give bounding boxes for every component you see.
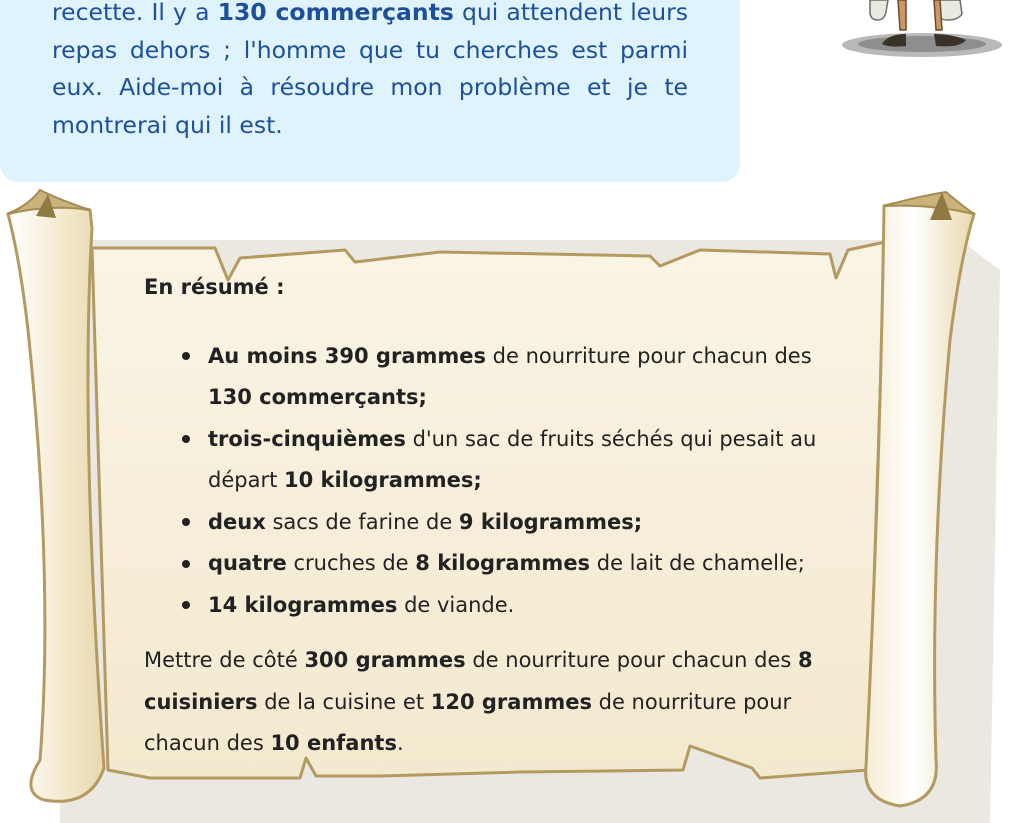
list-item: Au moins 390 grammes de nourriture pour chacun des 130 commerçants; [208, 336, 834, 419]
bullet-icon [182, 502, 190, 544]
list-item: deux sacs de farine de 9 kilogrammes; [208, 502, 834, 544]
set-aside-text: Mettre de côté 300 grammes de nourriture pour chacun des 8 cuisiniers de la cuisine et 120 grammes de nourriture pour chacun des 10 enfants. [144, 648, 813, 755]
bullet-icon [182, 585, 190, 627]
summary-section [144, 270, 834, 755]
bullet-icon [182, 419, 190, 461]
summary-heading: En résumé : [144, 275, 285, 299]
summary-list [144, 336, 834, 627]
list-item: 14 kilogrammes de viande. [208, 585, 834, 627]
list-item: quatre cruches de 8 kilogrammes de lait de chamelle; [208, 543, 834, 585]
dialogue-text: recette. Il y a 130 commerçants qui attendent leurs repas dehors ; l'homme que tu cherches est parmi eux. Aide-moi à résoudre mon problème et je te montrerai qui il est. [52, 0, 688, 139]
bullet-icon [182, 336, 190, 378]
list-item: trois-cinquièmes d'un sac de fruits séchés qui pesait au départ 10 kilogrammes; [208, 419, 834, 502]
bullet-icon [182, 543, 190, 585]
merchant-character-illustration [840, 0, 1010, 70]
